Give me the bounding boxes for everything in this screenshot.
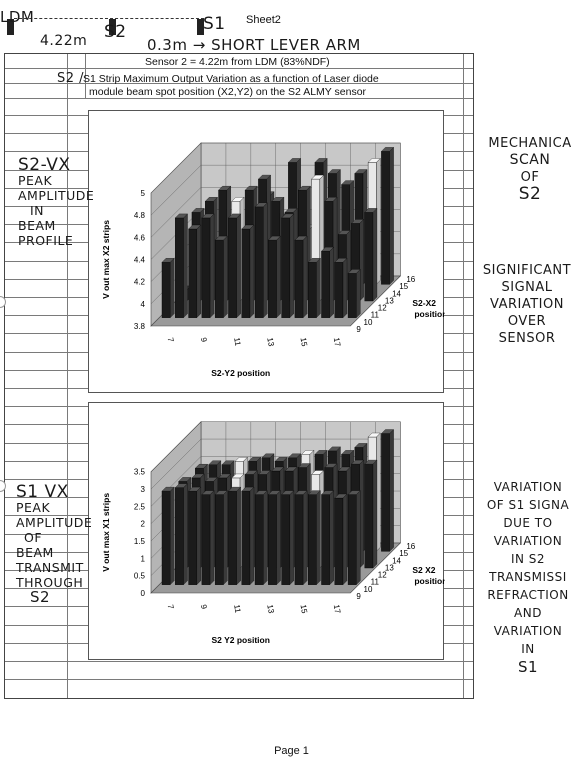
bar xyxy=(282,218,290,318)
x-tick-label: 9 xyxy=(198,603,209,610)
short-lever-label: 0.3m → SHORT LEVER ARM xyxy=(147,36,361,54)
bar xyxy=(381,151,389,284)
bar-side xyxy=(223,236,227,318)
note-line: SIGNIFICANT xyxy=(482,263,572,278)
y-tick-label: 12 xyxy=(377,570,387,580)
y-tick-label: 10 xyxy=(363,584,373,594)
bar xyxy=(162,262,170,317)
x-axis-title: S2 Y2 position xyxy=(211,635,270,645)
grid-row-line xyxy=(5,679,473,680)
bar xyxy=(228,491,236,585)
x-tick-label: 17 xyxy=(331,336,343,348)
chart-s1 xyxy=(89,403,445,661)
s2-s1-annotation: S2 / xyxy=(57,71,85,86)
sheet-name: Sheet2 xyxy=(246,14,281,26)
note-line: AND xyxy=(514,606,542,620)
distance-label: 4.22m xyxy=(40,33,88,49)
bar xyxy=(282,495,290,585)
bar-side xyxy=(223,491,227,585)
z-tick-label: 0 xyxy=(140,589,145,598)
bar-side xyxy=(290,214,294,318)
y-axis-title: S2 X2 xyxy=(412,565,436,575)
y-tick-label: 13 xyxy=(384,296,394,306)
bar xyxy=(295,240,303,318)
chart-s2 xyxy=(89,111,445,394)
note-line: AMPLITUDE xyxy=(18,188,95,203)
bar xyxy=(295,495,303,585)
bar-side xyxy=(303,491,307,585)
note-line: S1 VX xyxy=(16,482,69,502)
note-line: VARIATION xyxy=(493,534,563,548)
x-tick-label: 13 xyxy=(265,336,276,348)
z-axis-title: V out max X1 strips xyxy=(101,492,111,572)
note-line: IN S2 xyxy=(510,552,546,566)
grid-row-line xyxy=(5,98,473,99)
bar-side xyxy=(330,491,334,585)
bar xyxy=(335,262,343,317)
bar xyxy=(189,491,197,585)
bar-side xyxy=(210,491,214,585)
z-tick-label: 1.5 xyxy=(133,537,145,547)
bar xyxy=(215,495,223,585)
note-line: TRANSMIT xyxy=(16,560,84,575)
bar xyxy=(242,229,250,318)
y-tick-label: 13 xyxy=(384,563,394,573)
y-axis-title: position xyxy=(414,576,445,586)
bar-side xyxy=(277,236,281,318)
note-line: SENSOR xyxy=(498,331,556,346)
note-line: PROFILE xyxy=(18,233,74,248)
s1-variation-note xyxy=(474,478,582,676)
chart-s1-panel xyxy=(88,402,444,660)
ldm-label: LDM xyxy=(0,8,35,26)
y-tick-label: 11 xyxy=(370,310,379,320)
bar xyxy=(308,262,316,317)
x-tick-label: 15 xyxy=(298,336,309,348)
z-tick-label: 2.5 xyxy=(133,502,145,512)
bar xyxy=(215,240,223,318)
bar xyxy=(162,491,170,585)
bar-side xyxy=(250,487,254,585)
bar xyxy=(202,495,210,585)
bar-side xyxy=(237,487,241,585)
bar-side xyxy=(263,203,267,318)
bar xyxy=(321,251,329,318)
note-line: DUE TO xyxy=(503,516,553,530)
page-number: Page 1 xyxy=(274,745,309,757)
bar xyxy=(268,240,276,318)
bar xyxy=(348,495,356,585)
bar-side xyxy=(184,214,188,318)
y-axis-title: S2-X2 xyxy=(412,298,436,308)
bar-side xyxy=(343,258,347,317)
bar-side xyxy=(390,147,394,284)
bar-side xyxy=(263,491,267,585)
bar xyxy=(321,495,329,585)
mechanical-scan-note xyxy=(478,135,582,203)
y-tick-label: 15 xyxy=(399,549,409,559)
bar xyxy=(335,498,343,585)
y-tick-label: 10 xyxy=(363,317,373,327)
bar-side xyxy=(390,430,394,552)
bar-side xyxy=(356,269,360,317)
title-line-2: module beam spot position (X2,Y2) on the S2 ALMY sensor xyxy=(89,86,367,98)
bar-side xyxy=(373,208,377,301)
y-tick-label: 9 xyxy=(356,592,361,601)
bar xyxy=(381,434,389,552)
note-line: S2-VX xyxy=(18,155,71,175)
beam-line xyxy=(14,18,204,19)
note-line: OF xyxy=(520,170,540,185)
x-tick-label: 11 xyxy=(232,603,243,614)
grid-row-line xyxy=(5,661,473,662)
bar-side xyxy=(170,258,174,317)
note-line: PEAK xyxy=(16,500,51,515)
note-line: S2 xyxy=(30,588,51,606)
y-tick-label: 14 xyxy=(392,556,401,566)
bar-side xyxy=(303,236,307,318)
note-line: MECHANICA xyxy=(488,136,572,151)
sensor-header: Sensor 2 = 4.22m from LDM (83%NDF) xyxy=(145,56,330,68)
s1-label: S1 xyxy=(203,14,226,34)
note-line: VARIATION xyxy=(490,297,564,312)
note-line: TRANSMISSI xyxy=(489,570,567,584)
bar xyxy=(308,495,316,585)
x-tick-label: 15 xyxy=(298,603,309,615)
bar-side xyxy=(277,491,281,585)
bar xyxy=(255,207,263,318)
bar xyxy=(242,491,250,585)
grid-row-line xyxy=(5,68,473,69)
bar-side xyxy=(343,494,347,585)
s2-peak-note xyxy=(18,155,95,248)
y-tick-label: 16 xyxy=(406,542,416,551)
significant-variation-note xyxy=(474,262,580,347)
z-tick-label: 1 xyxy=(140,554,145,564)
z-tick-label: 4.8 xyxy=(133,211,145,221)
z-tick-label: 4.6 xyxy=(133,233,145,243)
bar-side xyxy=(316,258,320,317)
bar-side xyxy=(356,491,360,585)
bar-side xyxy=(184,484,188,585)
y-tick-label: 12 xyxy=(377,303,387,313)
z-tick-label: 2 xyxy=(140,519,145,529)
bar xyxy=(268,495,276,585)
bar xyxy=(228,218,236,318)
s1-peak-note xyxy=(16,482,93,606)
note-line: PEAK xyxy=(18,173,53,188)
bar xyxy=(365,212,373,301)
bar-side xyxy=(210,214,214,318)
note-line: OF S1 SIGNA xyxy=(486,498,570,512)
bar-side xyxy=(197,225,201,318)
note-line: THROUGH xyxy=(16,575,84,590)
note-line: S1 xyxy=(517,658,539,676)
note-line: S2 xyxy=(518,184,542,204)
note-line: SCAN xyxy=(509,152,551,168)
y-tick-label: 11 xyxy=(370,577,379,587)
y-tick-label: 9 xyxy=(356,325,361,334)
note-line: SIGNAL xyxy=(501,280,553,295)
x-tick-label: 7 xyxy=(165,603,176,610)
x-tick-label: 13 xyxy=(265,603,276,615)
note-line: REFRACTION xyxy=(487,588,569,602)
bar-side xyxy=(373,460,377,568)
chart-s2-panel xyxy=(88,110,444,393)
bar-side xyxy=(290,491,294,585)
y-tick-label: 16 xyxy=(406,275,416,284)
bar xyxy=(255,495,263,585)
x-tick-label: 11 xyxy=(232,336,243,347)
z-tick-label: 4.2 xyxy=(133,277,145,287)
bar xyxy=(348,273,356,317)
bar-side xyxy=(250,225,254,318)
x-tick-label: 7 xyxy=(165,336,176,343)
bar-side xyxy=(330,247,334,318)
y-tick-label: 15 xyxy=(399,282,409,292)
note-line: BEAM xyxy=(16,545,54,560)
note-line: VARIATION xyxy=(493,480,563,494)
z-tick-label: 3.5 xyxy=(133,467,145,477)
note-line: IN xyxy=(30,203,45,218)
z-tick-label: 4 xyxy=(140,299,145,309)
x-tick-label: 17 xyxy=(331,603,343,615)
title-line-1: S1 Strip Maximum Output Variation as a function of Laser diode xyxy=(83,73,379,85)
bar xyxy=(365,464,373,568)
z-tick-label: 5 xyxy=(140,188,145,198)
bar-side xyxy=(170,487,174,585)
note-line: IN xyxy=(521,642,535,656)
bar-side xyxy=(316,491,320,585)
bar xyxy=(189,229,197,318)
note-line: AMPLITUDE xyxy=(16,515,93,530)
note-line: OF xyxy=(24,530,43,545)
bar-side xyxy=(237,214,241,318)
note-line: OVER xyxy=(507,314,547,329)
y-axis-title: position xyxy=(414,309,445,319)
x-tick-label: 9 xyxy=(198,336,209,343)
s2-label: S2 xyxy=(104,22,127,42)
note-line: BEAM xyxy=(18,218,56,233)
bar xyxy=(175,488,183,585)
z-axis-title: V out max X2 strips xyxy=(101,220,111,299)
x-axis-title: S2-Y2 position xyxy=(211,368,271,378)
note-line: VARIATION xyxy=(493,624,563,638)
z-tick-label: 3.8 xyxy=(133,322,145,331)
bar xyxy=(202,218,210,318)
bar-side xyxy=(197,487,201,585)
z-tick-label: 3 xyxy=(140,485,145,495)
z-tick-label: 4.4 xyxy=(133,255,145,265)
y-tick-label: 14 xyxy=(392,289,401,299)
bar xyxy=(175,218,183,318)
z-tick-label: 0.5 xyxy=(133,571,145,581)
